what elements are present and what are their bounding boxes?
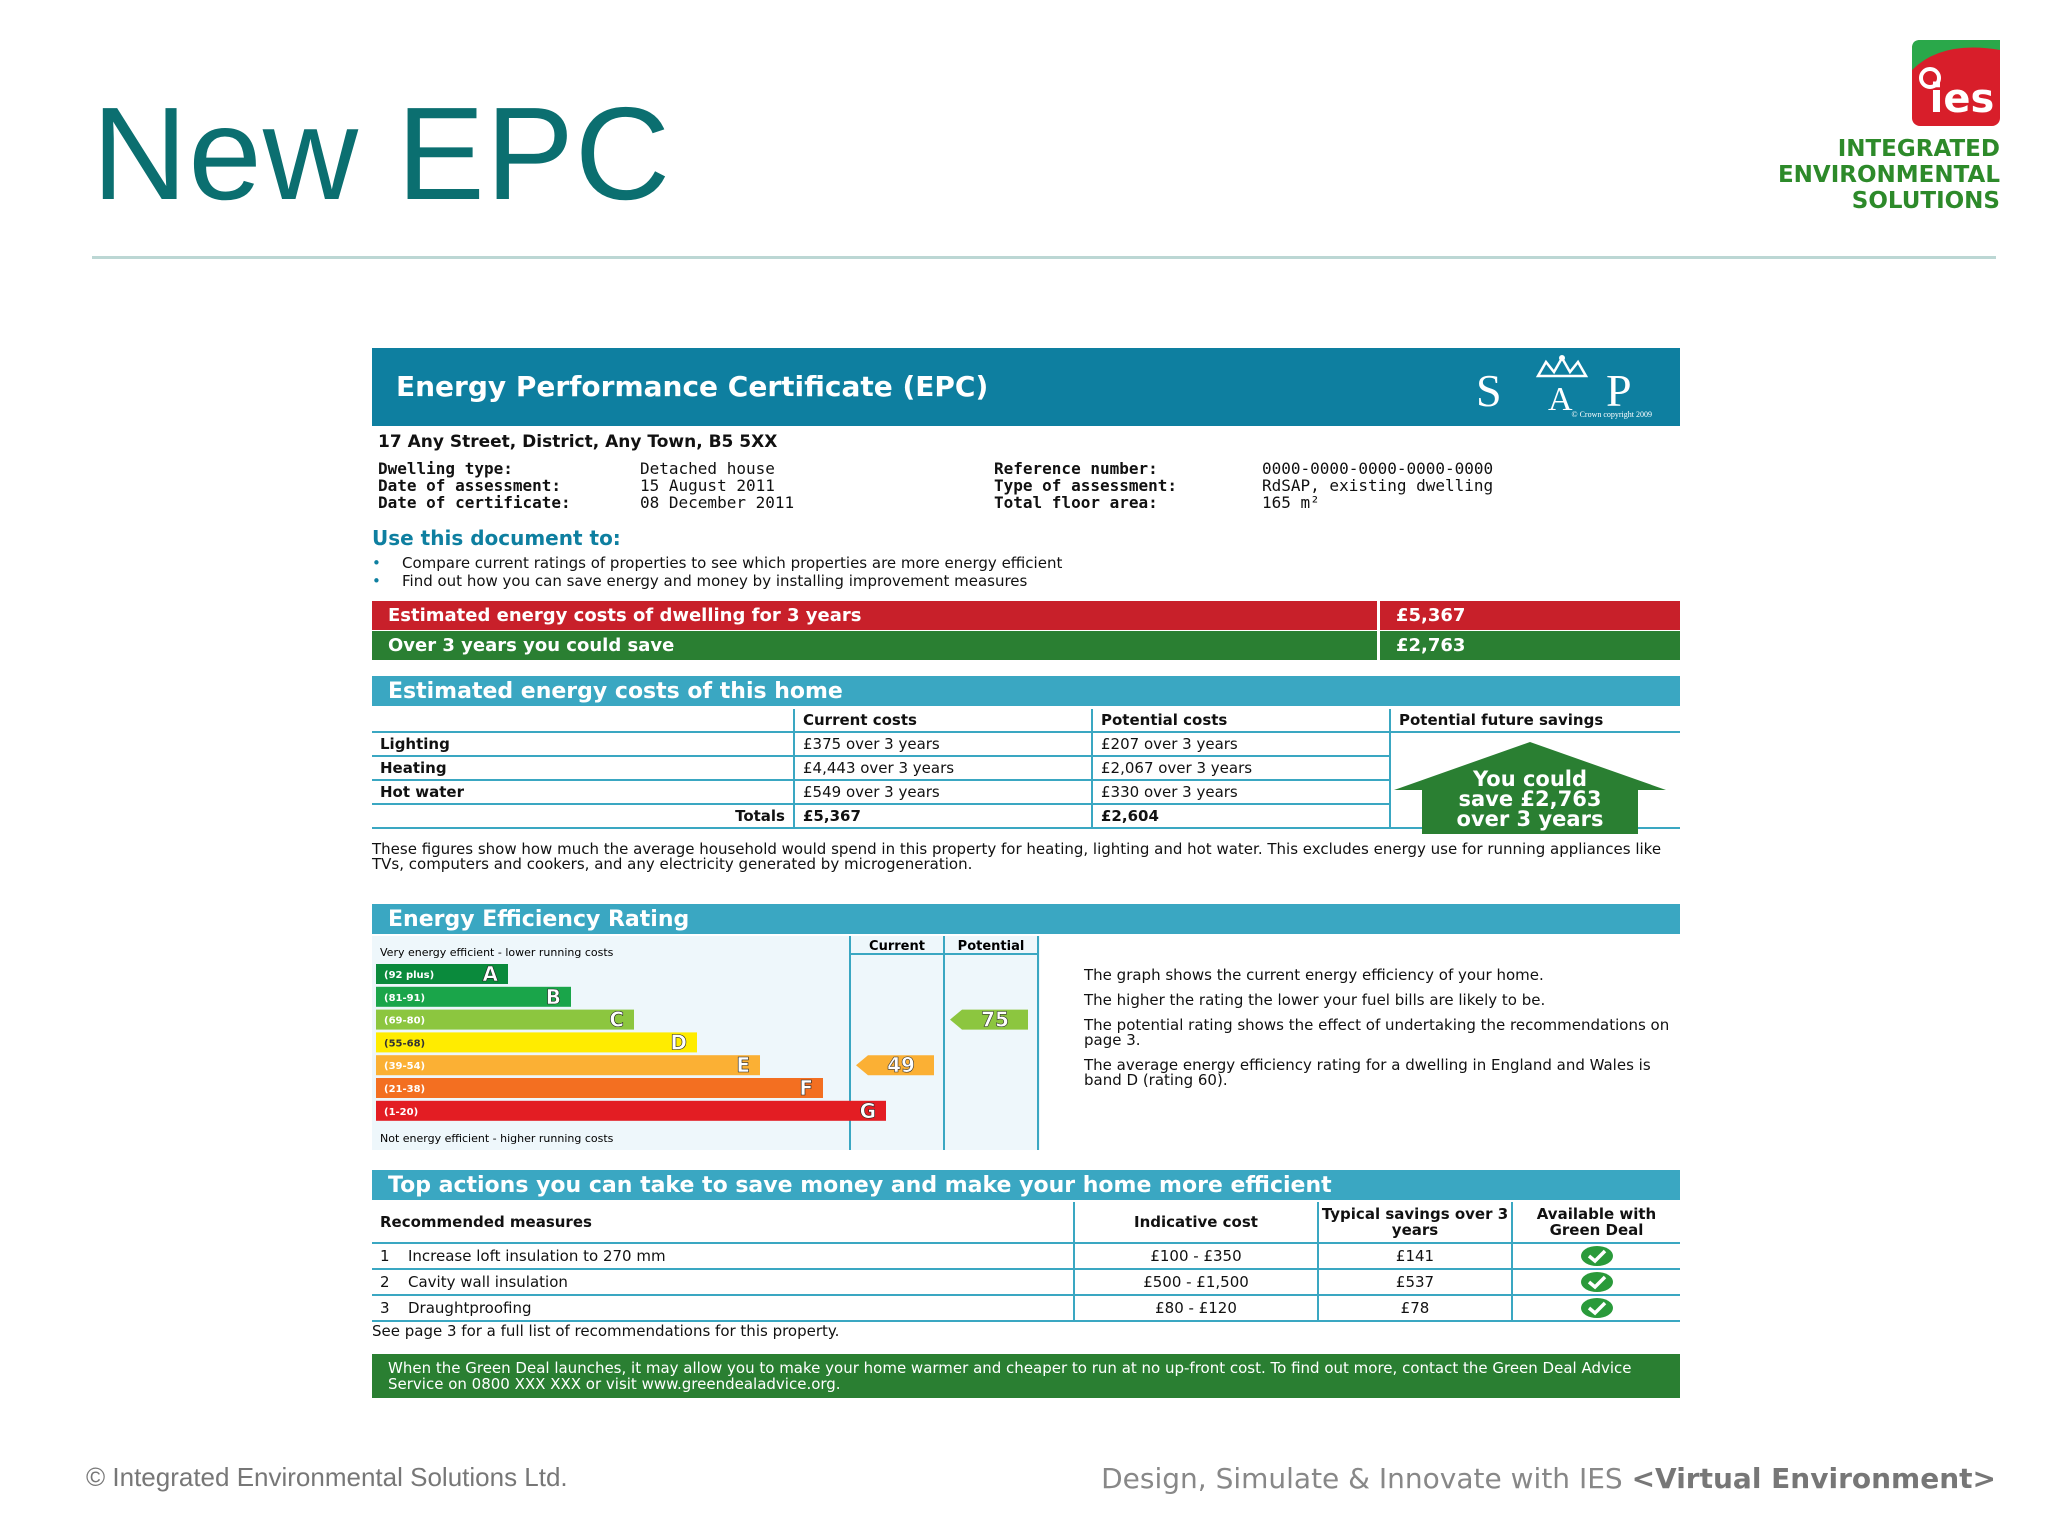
band-letter-label: G — [859, 1098, 876, 1123]
detail-value: 15 August 2011 — [640, 476, 775, 495]
band-range-label: (92 plus) — [384, 970, 435, 981]
costs-note: These figures show how much the average household would spend in this property for heating, lighting and hot water. This excludes energy use for running appliances like TVs, computers and cookers, and any electricity generated by microgeneration. — [372, 840, 1662, 873]
use-document-list — [372, 554, 1062, 590]
potential-cost: £330 over 3 years — [1092, 780, 1390, 804]
costs-section-heading — [372, 676, 1680, 706]
top-caption: Very energy efficient - lower running costs — [380, 946, 614, 959]
savings-house-icon — [1394, 742, 1666, 834]
section-heading-text: Energy Efficiency Rating — [388, 907, 690, 932]
table-header-row — [372, 1202, 1680, 1243]
indicative-cost: £80 - £120 — [1074, 1295, 1318, 1321]
green-deal-check-icon — [1580, 1271, 1614, 1293]
band-letter-label: F — [799, 1076, 813, 1100]
bullet-icon: • — [372, 572, 381, 590]
indicative-cost: £100 - £350 — [1074, 1243, 1318, 1269]
current-column-label: Current — [869, 939, 925, 954]
top-actions-table — [372, 1202, 1680, 1322]
detail-label: Total floor area: — [994, 493, 1158, 512]
savings-line: over 3 years — [1456, 807, 1604, 831]
detail-label: Reference number: — [994, 459, 1158, 478]
list-item: Find out how you can save energy and money by installing improvement measures — [402, 572, 1028, 590]
footer-tagline — [1101, 1462, 1996, 1495]
footer-copyright: © Integrated Environmental Solutions Ltd. — [86, 1462, 568, 1492]
detail-value: 08 December 2011 — [640, 493, 795, 512]
property-details-left — [378, 460, 794, 511]
svg-text:S: S — [1476, 365, 1502, 416]
logo-line: ENVIRONMENTAL — [1777, 162, 2000, 188]
cost-item: Heating — [372, 756, 794, 780]
measure-number: 3 — [380, 1299, 390, 1317]
estimated-costs-value: £5,367 — [1396, 605, 1466, 626]
measure-number: 1 — [380, 1247, 390, 1265]
title-divider — [92, 256, 1996, 259]
rating-paragraph: The graph shows the current energy efficiency of your home. — [1084, 966, 1544, 984]
section-heading-text: Top actions you can take to save money and make your home more efficient — [388, 1173, 1332, 1198]
cost-item: Lighting — [372, 732, 794, 756]
band-letter-label: A — [482, 962, 498, 986]
potential-cost: £2,067 over 3 years — [1092, 756, 1390, 780]
totals-label: Totals — [372, 804, 794, 828]
epc-header — [372, 348, 1680, 426]
column-header: Recommended measures — [372, 1202, 1074, 1243]
green-deal-banner — [372, 1354, 1680, 1398]
rating-band-f — [376, 1078, 823, 1098]
rating-paragraph: The potential rating shows the effect of undertaking the recommendations on page 3. — [1084, 1016, 1670, 1049]
slide-title: New EPC — [92, 80, 672, 227]
estimated-costs-bar — [372, 601, 1680, 630]
savings-value: £2,763 — [1396, 635, 1466, 656]
ies-logo-mark-text: ies — [1929, 76, 1995, 122]
band-range-label: (1-20) — [384, 1106, 419, 1118]
green-deal-text: When the Green Deal launches, it may allow you to make your home warmer and cheaper to run at no up-front cost. To find out more, contact the Green Deal Advice Service on 0800 XXX XXX or visit www.greendealadvice.org. — [388, 1359, 1632, 1393]
energy-rating-chart — [372, 936, 1040, 1150]
logo-line: SOLUTIONS — [1851, 188, 2000, 214]
rating-band-e — [376, 1053, 760, 1078]
current-cost: £375 over 3 years — [794, 732, 1092, 756]
detail-value: RdSAP, existing dwelling — [1262, 476, 1494, 495]
detail-value: 0000-0000-0000-0000-0000 — [1262, 459, 1494, 478]
measure-number: 2 — [380, 1273, 390, 1291]
column-header: Typical savings over 3 years — [1318, 1202, 1512, 1243]
cost-item: Hot water — [372, 780, 794, 804]
savings-line: You could — [1472, 767, 1588, 791]
savings-line: save £2,763 — [1458, 787, 1602, 811]
rating-band-g — [376, 1098, 886, 1123]
estimated-costs-label: Estimated energy costs of dwelling for 3 years — [388, 605, 862, 626]
column-header: Potential costs — [1092, 709, 1390, 732]
epc-document — [372, 348, 1680, 1398]
band-letter-label: E — [736, 1053, 750, 1078]
typical-saving: £141 — [1318, 1243, 1512, 1269]
column-header: Available with Green Deal — [1512, 1202, 1680, 1243]
detail-label: Date of assessment: — [378, 476, 562, 495]
logo-line: INTEGRATED — [1837, 136, 2000, 162]
detail-label: Date of certificate: — [378, 493, 571, 512]
indicative-cost: £500 - £1,500 — [1074, 1269, 1318, 1295]
property-address: 17 Any Street, District, Any Town, B5 5XX — [378, 432, 778, 452]
table-row — [372, 1295, 1680, 1321]
column-header: Current costs — [794, 709, 1092, 732]
typical-saving: £537 — [1318, 1269, 1512, 1295]
rating-paragraph: The higher the rating the lower your fuel bills are likely to be. — [1084, 991, 1546, 1009]
band-letter-label: C — [609, 1007, 624, 1032]
potential-cost: £207 over 3 years — [1092, 732, 1390, 756]
detail-value: Detached house — [640, 459, 775, 478]
band-range-label: (55-68) — [384, 1038, 426, 1050]
rating-explanation — [1084, 968, 1674, 1098]
band-range-label: (81-91) — [384, 992, 426, 1004]
savings-bar — [372, 631, 1680, 660]
band-range-label: (39-54) — [384, 1061, 426, 1073]
detail-label: Dwelling type: — [378, 459, 513, 478]
savings-label: Over 3 years you could save — [388, 635, 675, 656]
current-cost: £549 over 3 years — [794, 780, 1092, 804]
sap-copyright: © Crown copyright 2009 — [1571, 410, 1652, 419]
band-range-label: (69-80) — [384, 1015, 426, 1027]
green-deal-check-icon — [1580, 1297, 1614, 1319]
column-header: Potential future savings — [1390, 709, 1680, 732]
see-page-note: See page 3 for a full list of recommendations for this property. — [372, 1322, 840, 1340]
potential-column-label: Potential — [957, 939, 1025, 954]
section-heading-text: Estimated energy costs of this home — [388, 679, 843, 704]
detail-label: Type of assessment: — [994, 476, 1178, 495]
tagline-text: Design, Simulate & Innovate with IES — [1101, 1462, 1632, 1495]
column-header — [372, 709, 794, 732]
band-range-label: (21-38) — [384, 1084, 426, 1095]
measure-name: Draughtproofing — [408, 1299, 532, 1317]
bottom-caption: Not energy efficient - higher running costs — [380, 1132, 614, 1145]
typical-saving: £78 — [1318, 1295, 1512, 1321]
current-cost: £4,443 over 3 years — [794, 756, 1092, 780]
use-document-heading: Use this document to: — [372, 526, 621, 550]
total-potential-cost: £2,604 — [1092, 804, 1390, 828]
measure-name: Increase loft insulation to 270 mm — [408, 1247, 666, 1265]
ies-logo-icon — [1912, 40, 2000, 126]
total-current-cost: £5,367 — [794, 804, 1092, 828]
actions-section-heading — [372, 1170, 1680, 1200]
tagline-brand: <Virtual Environment> — [1631, 1462, 1996, 1495]
current-rating-arrow-value: 49 — [887, 1053, 915, 1078]
ies-logo — [1777, 40, 2000, 220]
detail-value: 165 m² — [1262, 493, 1320, 512]
bullet-icon: • — [372, 554, 381, 572]
band-letter-label: B — [545, 984, 561, 1009]
rating-paragraph: The average energy efficiency rating for a dwelling in England and Wales is band D (rating 60). — [1084, 1056, 1651, 1089]
column-header: Indicative cost — [1074, 1202, 1318, 1243]
rating-section-heading — [372, 904, 1680, 934]
table-row — [372, 1269, 1680, 1295]
property-details-right — [994, 460, 1493, 511]
list-item: Compare current ratings of properties to see which properties are more energy efficient — [402, 554, 1063, 572]
svg-text:P: P — [1606, 365, 1632, 416]
table-row — [372, 1243, 1680, 1269]
table-header-row — [372, 709, 1680, 732]
measure-name: Cavity wall insulation — [408, 1273, 568, 1291]
green-deal-check-icon — [1580, 1245, 1614, 1267]
potential-rating-arrow-value: 75 — [981, 1007, 1009, 1032]
ies-logo-text — [1778, 136, 2000, 214]
band-letter-label: D — [670, 1030, 687, 1055]
epc-title: Energy Performance Certificate (EPC) — [396, 370, 989, 403]
svg-text:A: A — [1548, 381, 1573, 418]
